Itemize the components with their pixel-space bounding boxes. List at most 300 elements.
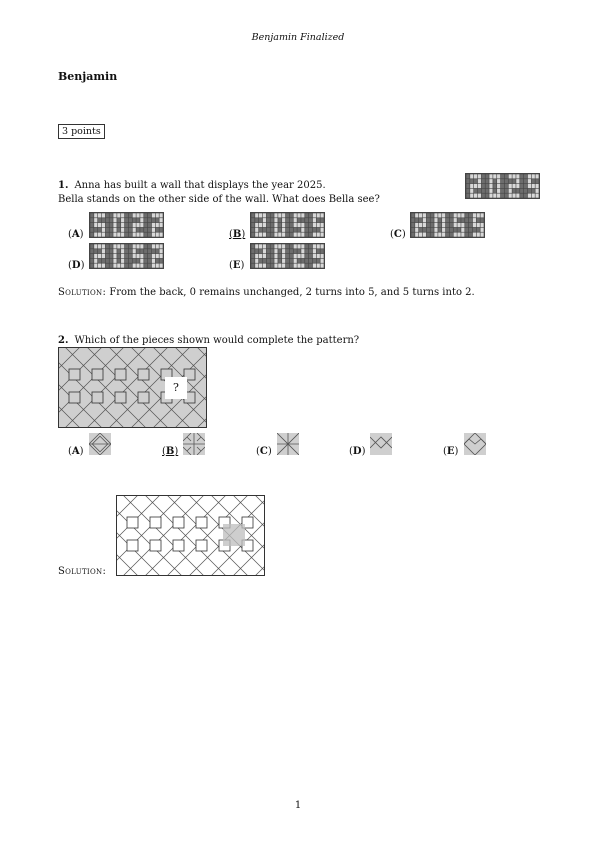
- wall-brick: [438, 218, 441, 222]
- wall-brick: [313, 264, 316, 268]
- wall-brick: [263, 254, 266, 258]
- wall-brick: [144, 233, 147, 237]
- wall-brick: [301, 213, 304, 217]
- wall-brick: [486, 194, 489, 198]
- wall-brick: [274, 254, 277, 258]
- wall-brick: [129, 223, 132, 227]
- wall-brick: [133, 254, 136, 258]
- wall-brick: [121, 259, 124, 263]
- wall-brick: [148, 259, 151, 263]
- q1-option-e-label[interactable]: (E): [229, 260, 245, 271]
- wall-brick: [505, 184, 508, 188]
- wall-brick: [110, 264, 113, 268]
- wall-brick: [94, 223, 97, 227]
- wall-brick: [110, 218, 113, 222]
- q1-solution-text: From the back, 0 remains unchanged, 2 turns into 5, and 5 turns into 2.: [109, 287, 475, 298]
- wall-brick: [294, 259, 297, 263]
- wall-brick: [263, 259, 266, 263]
- wall-brick: [469, 213, 472, 217]
- wall-brick: [535, 194, 538, 198]
- wall-brick: [106, 244, 109, 248]
- wall-brick: [110, 244, 113, 248]
- wall-brick: [136, 213, 139, 217]
- wall-brick: [255, 228, 258, 232]
- wall-brick: [113, 264, 116, 268]
- wall-brick: [320, 223, 323, 227]
- wall-brick: [148, 218, 151, 222]
- wall-brick: [144, 249, 147, 253]
- wall-brick: [480, 228, 483, 232]
- wall-brick: [512, 174, 515, 178]
- wall-brick: [313, 213, 316, 217]
- wall-brick: [505, 189, 508, 193]
- wall-brick: [278, 233, 281, 237]
- wall-brick: [512, 184, 515, 188]
- wall-brick: [535, 184, 538, 188]
- wall-brick: [271, 218, 274, 222]
- wall-brick: [301, 259, 304, 263]
- wall-brick: [297, 244, 300, 248]
- wall-brick: [415, 213, 418, 217]
- wall-brick: [110, 249, 113, 253]
- wall-brick: [113, 254, 116, 258]
- q2-solution-image: [116, 495, 265, 576]
- wall-brick: [482, 174, 485, 178]
- wall-brick: [90, 233, 93, 237]
- wall-brick: [497, 194, 500, 198]
- wall-brick: [94, 249, 97, 253]
- wall-brick: [121, 249, 124, 253]
- wall-brick: [411, 218, 414, 222]
- wall-brick: [129, 228, 132, 232]
- wall-brick: [98, 249, 101, 253]
- wall-brick: [263, 249, 266, 253]
- wall-brick: [415, 233, 418, 237]
- wall-brick: [140, 249, 143, 253]
- wall-brick: [125, 249, 128, 253]
- q2-number: 2.: [58, 335, 69, 346]
- wall-brick: [309, 244, 312, 248]
- solution-highlight: [223, 524, 245, 546]
- wall-brick: [136, 264, 139, 268]
- wall-brick: [274, 249, 277, 253]
- wall-brick: [317, 254, 320, 258]
- wall-brick: [90, 213, 93, 217]
- q2-pattern-image: [58, 347, 207, 428]
- wall-brick: [524, 174, 527, 178]
- q1-wall-image: [465, 173, 540, 199]
- q1-option-b-label[interactable]: (B): [229, 229, 246, 240]
- wall-brick: [532, 174, 535, 178]
- wall-brick: [480, 223, 483, 227]
- wall-brick: [140, 254, 143, 258]
- wall-brick: [466, 174, 469, 178]
- wall-brick: [434, 218, 437, 222]
- wall-brick: [282, 233, 285, 237]
- wall-brick: [102, 233, 105, 237]
- wall-brick: [129, 244, 132, 248]
- wall-brick: [267, 228, 270, 232]
- wall-brick: [309, 259, 312, 263]
- q2-option-d-piece[interactable]: [370, 433, 392, 455]
- wall-brick: [294, 218, 297, 222]
- wall-brick: [251, 264, 254, 268]
- q1-line2: Bella stands on the other side of the wall. What does Bella see?: [58, 194, 380, 205]
- wall-brick: [267, 218, 270, 222]
- wall-brick: [294, 249, 297, 253]
- wall-brick: [159, 254, 162, 258]
- wall-brick: [474, 194, 477, 198]
- wall-brick: [136, 244, 139, 248]
- wall-brick: [520, 174, 523, 178]
- wall-brick: [505, 174, 508, 178]
- wall-brick: [113, 259, 116, 263]
- wall-brick: [524, 179, 527, 183]
- wall-brick: [255, 213, 258, 217]
- wall-brick: [156, 223, 159, 227]
- wall-brick: [477, 213, 480, 217]
- wall-brick: [136, 233, 139, 237]
- wall-brick: [136, 259, 139, 263]
- wall-brick: [125, 228, 128, 232]
- wall-brick: [317, 213, 320, 217]
- wall-brick: [470, 174, 473, 178]
- wall-brick: [144, 264, 147, 268]
- wall-brick: [470, 194, 473, 198]
- pattern-square: [196, 540, 207, 551]
- wall-brick: [263, 218, 266, 222]
- wall-brick: [121, 223, 124, 227]
- wall-brick: [317, 264, 320, 268]
- q2-option-c-piece[interactable]: [277, 433, 299, 455]
- wall-brick: [474, 184, 477, 188]
- wall-brick: [136, 254, 139, 258]
- wall-brick: [301, 264, 304, 268]
- wall-brick: [477, 233, 480, 237]
- wall-brick: [309, 264, 312, 268]
- wall-brick: [156, 254, 159, 258]
- wall-brick: [90, 249, 93, 253]
- wall-brick: [290, 249, 293, 253]
- wall-brick: [274, 228, 277, 232]
- q2-option-a-piece[interactable]: [89, 433, 111, 455]
- wall-brick: [117, 249, 120, 253]
- wall-brick: [509, 194, 512, 198]
- wall-brick: [278, 213, 281, 217]
- wall-brick: [159, 249, 162, 253]
- wall-brick: [446, 228, 449, 232]
- wall-brick: [528, 184, 531, 188]
- wall-option-e-graphic: [250, 243, 325, 269]
- wall-brick: [509, 189, 512, 193]
- wall-brick: [148, 264, 151, 268]
- wall-brick: [251, 218, 254, 222]
- pattern-square: [173, 540, 184, 551]
- wall-brick: [419, 233, 422, 237]
- wall-brick: [286, 249, 289, 253]
- wall-brick: [297, 218, 300, 222]
- q2-option-d-label[interactable]: (D): [349, 446, 366, 457]
- wall-brick: [520, 194, 523, 198]
- wall-brick: [94, 244, 97, 248]
- wall-brick: [313, 228, 316, 232]
- wall-brick: [136, 218, 139, 222]
- wall-brick: [442, 233, 445, 237]
- wall-brick: [140, 259, 143, 263]
- wall-brick: [446, 223, 449, 227]
- wall-brick: [317, 228, 320, 232]
- q2-question: Which of the pieces shown would complete the pattern?: [74, 335, 360, 346]
- wall-brick: [482, 184, 485, 188]
- wall-brick: [278, 223, 281, 227]
- wall-brick: [259, 218, 262, 222]
- wall-brick: [113, 249, 116, 253]
- wall-brick: [294, 233, 297, 237]
- wall-brick: [152, 213, 155, 217]
- wall-brick: [415, 228, 418, 232]
- wall-brick: [271, 249, 274, 253]
- wall-brick: [156, 213, 159, 217]
- wall-brick: [117, 264, 120, 268]
- piece-b-graphic: [183, 433, 205, 455]
- wall-brick: [305, 249, 308, 253]
- q2-option-b-label[interactable]: (B): [162, 446, 179, 457]
- wall-brick: [125, 244, 128, 248]
- wall-brick: [516, 184, 519, 188]
- q1-option-c-wall[interactable]: [410, 212, 485, 238]
- wall-brick: [133, 249, 136, 253]
- wall-brick: [98, 264, 101, 268]
- q1-number: 1.: [58, 180, 69, 191]
- wall-brick: [290, 244, 293, 248]
- wall-brick: [305, 254, 308, 258]
- wall-brick: [434, 213, 437, 217]
- wall-brick: [501, 189, 504, 193]
- wall-brick: [156, 228, 159, 232]
- wall-brick: [457, 233, 460, 237]
- wall-brick: [125, 254, 128, 258]
- wall-brick: [278, 259, 281, 263]
- wall-brick: [470, 184, 473, 188]
- wall-brick: [320, 218, 323, 222]
- wall-brick: [102, 249, 105, 253]
- wall-brick: [286, 254, 289, 258]
- wall-brick: [489, 184, 492, 188]
- wall-brick: [156, 244, 159, 248]
- q1-text: [58, 179, 380, 207]
- wall-brick: [465, 233, 468, 237]
- wall-brick: [446, 233, 449, 237]
- wall-brick: [152, 259, 155, 263]
- pattern-square: [115, 369, 126, 380]
- wall-brick: [411, 223, 414, 227]
- wall-brick: [473, 233, 476, 237]
- wall-brick: [423, 213, 426, 217]
- q2-text: [58, 334, 359, 348]
- wall-brick: [259, 213, 262, 217]
- wall-brick: [450, 223, 453, 227]
- wall-brick: [411, 228, 414, 232]
- wall-brick: [305, 213, 308, 217]
- wall-brick: [267, 244, 270, 248]
- wall-brick: [294, 213, 297, 217]
- wall-brick: [286, 259, 289, 263]
- wall-brick: [129, 213, 132, 217]
- wall-brick: [423, 228, 426, 232]
- q2-option-a-label[interactable]: (A): [68, 446, 84, 457]
- wall-brick: [159, 264, 162, 268]
- wall-brick: [493, 174, 496, 178]
- q1-option-b-wall[interactable]: [250, 212, 325, 238]
- wall-brick: [106, 233, 109, 237]
- wall-brick: [125, 213, 128, 217]
- q1-option-a-label[interactable]: (A): [68, 229, 84, 240]
- wall-brick: [466, 189, 469, 193]
- wall-brick: [438, 228, 441, 232]
- wall-option-d-graphic: [89, 243, 164, 269]
- wall-brick: [110, 259, 113, 263]
- wall-brick: [98, 213, 101, 217]
- wall-brick: [121, 213, 124, 217]
- wall-brick: [474, 179, 477, 183]
- wall-brick: [106, 254, 109, 258]
- wall-brick: [466, 184, 469, 188]
- wall-brick: [427, 233, 430, 237]
- q1-option-d-wall[interactable]: [89, 243, 164, 269]
- wall-brick: [450, 228, 453, 232]
- wall-brick: [117, 228, 120, 232]
- wall-brick: [282, 259, 285, 263]
- wall-brick: [313, 233, 316, 237]
- wall-brick: [470, 189, 473, 193]
- wall-brick: [102, 254, 105, 258]
- q1-option-e-wall[interactable]: [250, 243, 325, 269]
- wall-brick: [313, 249, 316, 253]
- wall-brick: [136, 223, 139, 227]
- q2-option-e-label[interactable]: (E): [443, 446, 459, 457]
- q1-option-d-label[interactable]: (D): [68, 260, 85, 271]
- page-number: 1: [294, 800, 302, 811]
- wall-brick: [117, 213, 120, 217]
- wall-brick: [313, 259, 316, 263]
- wall-brick: [271, 259, 274, 263]
- wall-brick: [489, 189, 492, 193]
- wall-brick: [255, 233, 258, 237]
- wall-brick: [297, 259, 300, 263]
- wall-brick: [501, 184, 504, 188]
- q1-option-a-wall[interactable]: [89, 212, 164, 238]
- wall-brick: [290, 223, 293, 227]
- wall-brick: [469, 223, 472, 227]
- wall-brick: [251, 233, 254, 237]
- wall-brick: [305, 233, 308, 237]
- wall-brick: [532, 189, 535, 193]
- wall-brick: [106, 213, 109, 217]
- piece-e-graphic: [464, 433, 486, 455]
- wall-brick: [461, 223, 464, 227]
- wall-brick: [117, 223, 120, 227]
- wall-brick: [486, 179, 489, 183]
- wall-brick: [121, 244, 124, 248]
- wall-brick: [106, 264, 109, 268]
- wall-brick: [313, 254, 316, 258]
- wall-brick: [501, 179, 504, 183]
- wall-brick: [532, 184, 535, 188]
- wall-brick: [320, 259, 323, 263]
- wall-brick: [282, 213, 285, 217]
- wall-brick: [282, 223, 285, 227]
- wall-brick: [434, 233, 437, 237]
- wall-brick: [267, 213, 270, 217]
- wall-brick: [148, 254, 151, 258]
- wall-brick: [125, 264, 128, 268]
- wall-brick: [493, 184, 496, 188]
- wall-brick: [140, 213, 143, 217]
- wall-brick: [482, 179, 485, 183]
- wall-brick: [90, 218, 93, 222]
- wall-brick: [282, 264, 285, 268]
- wall-brick: [271, 244, 274, 248]
- wall-brick: [117, 254, 120, 258]
- wall-brick: [282, 228, 285, 232]
- wall-brick: [156, 218, 159, 222]
- wall-brick: [516, 179, 519, 183]
- q2-option-b-piece[interactable]: [183, 433, 205, 455]
- wall-brick: [423, 218, 426, 222]
- wall-brick: [286, 223, 289, 227]
- pattern-square: [150, 540, 161, 551]
- wall-brick: [419, 218, 422, 222]
- wall-brick: [113, 213, 116, 217]
- wall-brick: [535, 174, 538, 178]
- wall-brick: [152, 254, 155, 258]
- wall-brick: [255, 218, 258, 222]
- wall-brick: [313, 218, 316, 222]
- wall-brick: [427, 218, 430, 222]
- wall-brick: [129, 259, 132, 263]
- wall-brick: [446, 218, 449, 222]
- wall-brick: [442, 213, 445, 217]
- wall-brick: [159, 259, 162, 263]
- wall-brick: [106, 249, 109, 253]
- wall-brick: [106, 259, 109, 263]
- wall-brick: [466, 179, 469, 183]
- wall-brick: [301, 249, 304, 253]
- wall-brick: [493, 194, 496, 198]
- wall-brick: [278, 244, 281, 248]
- pattern-square: [92, 392, 103, 403]
- wall-brick: [320, 244, 323, 248]
- wall-brick: [251, 213, 254, 217]
- wall-brick: [259, 254, 262, 258]
- q1-option-c-label[interactable]: (C): [390, 229, 406, 240]
- wall-brick: [90, 254, 93, 258]
- wall-brick: [528, 194, 531, 198]
- wall-brick: [474, 189, 477, 193]
- wall-brick: [286, 218, 289, 222]
- wall-brick: [94, 228, 97, 232]
- q2-option-e-piece[interactable]: [464, 433, 486, 455]
- q2-option-c-label[interactable]: (C): [256, 446, 272, 457]
- wall-brick: [516, 189, 519, 193]
- wall-brick: [278, 218, 281, 222]
- wall-brick: [301, 228, 304, 232]
- wall-brick: [474, 174, 477, 178]
- wall-brick: [98, 259, 101, 263]
- wall-brick: [434, 228, 437, 232]
- wall-brick: [442, 223, 445, 227]
- wall-brick: [309, 218, 312, 222]
